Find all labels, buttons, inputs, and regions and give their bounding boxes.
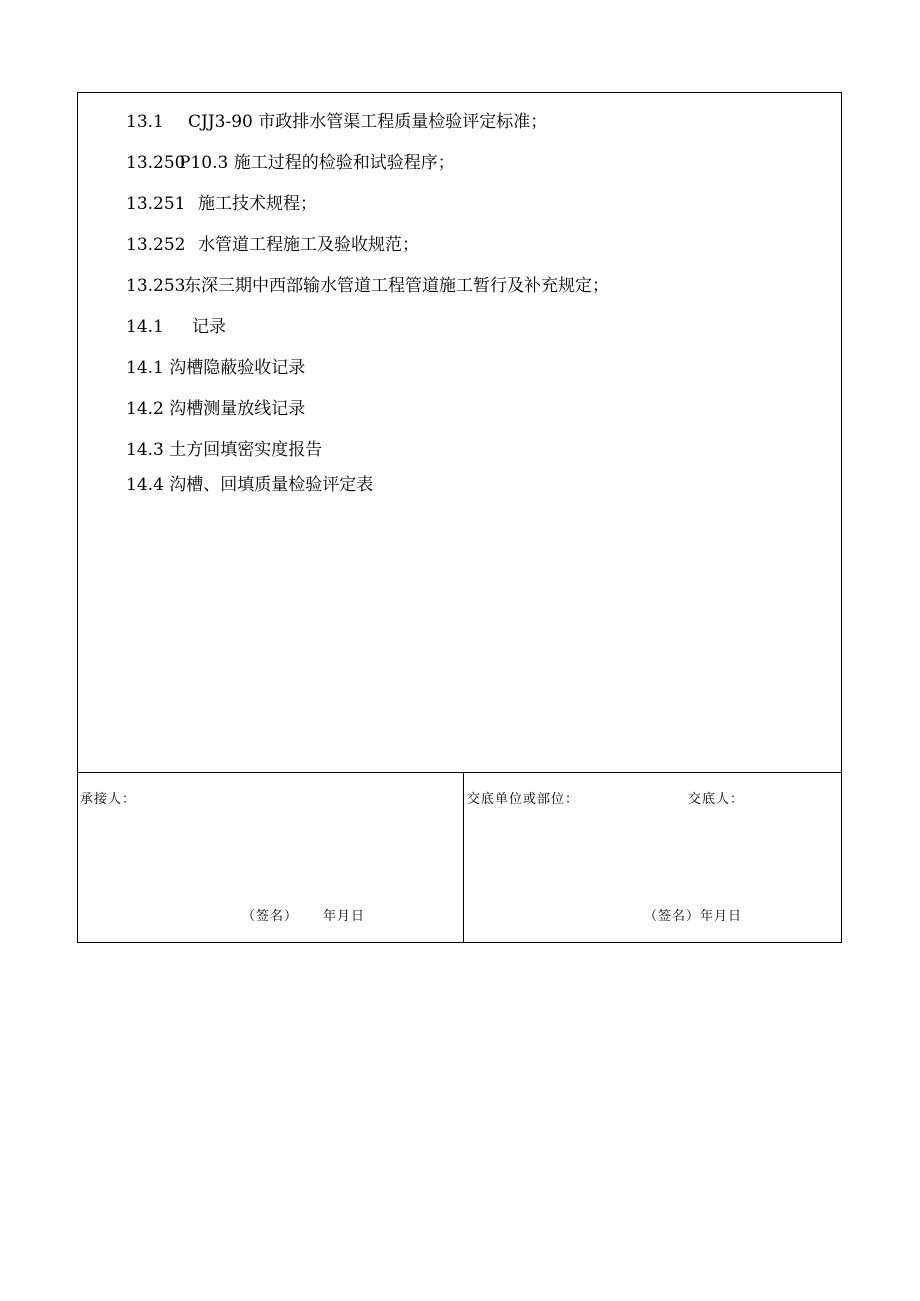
record-item-3: 14.3 土方回填密实度报告 [126, 440, 323, 460]
standard-line-4 [126, 235, 419, 255]
standard-text: P10.3 施工过程的检验和试验程序； [179, 153, 455, 173]
standard-number: 13.251 [126, 194, 186, 214]
unit-label: 交底单位或部位： [467, 792, 580, 807]
standard-text: 水管道工程施工及验收规范； [198, 235, 419, 255]
standard-line-2 [126, 153, 455, 173]
records-heading-number: 14.1 [126, 317, 164, 337]
document-table [77, 92, 842, 943]
records-heading-text: 记录 [192, 317, 226, 337]
receiver-signature: （签名） [242, 909, 299, 924]
receiver-label: 承接人： [80, 792, 137, 807]
signoff-row [78, 773, 841, 943]
presenter-label: 交底人： [688, 792, 745, 807]
records-heading [126, 317, 226, 337]
content-cell [78, 93, 841, 773]
presenter-signature-date: （签名）年月日 [644, 909, 743, 924]
standard-number: 13.1 [126, 112, 164, 132]
standard-line-3 [126, 194, 317, 214]
standard-line-5 [126, 276, 609, 296]
standard-text: 东深三期中西部输水管道工程管道施工暂行及补充规定； [184, 276, 609, 296]
presenter-cell [464, 773, 841, 943]
standard-number: 13.252 [126, 235, 186, 255]
record-item-4: 14.4 沟槽、回填质量检验评定表 [126, 475, 374, 495]
standard-text: CJJ3-90 市政排水管渠工程质量检验评定标准； [188, 112, 548, 132]
standard-number: 13.253 [126, 276, 186, 296]
receiver-date: 年月日 [323, 909, 366, 924]
standard-text: 施工技术规程； [198, 194, 317, 214]
standard-line-1 [126, 112, 547, 132]
record-item-1: 14.1 沟槽隐蔽验收记录 [126, 358, 306, 378]
receiver-cell [78, 773, 464, 943]
standard-number: 13.250 [126, 153, 186, 173]
record-item-2: 14.2 沟槽测量放线记录 [126, 399, 306, 419]
